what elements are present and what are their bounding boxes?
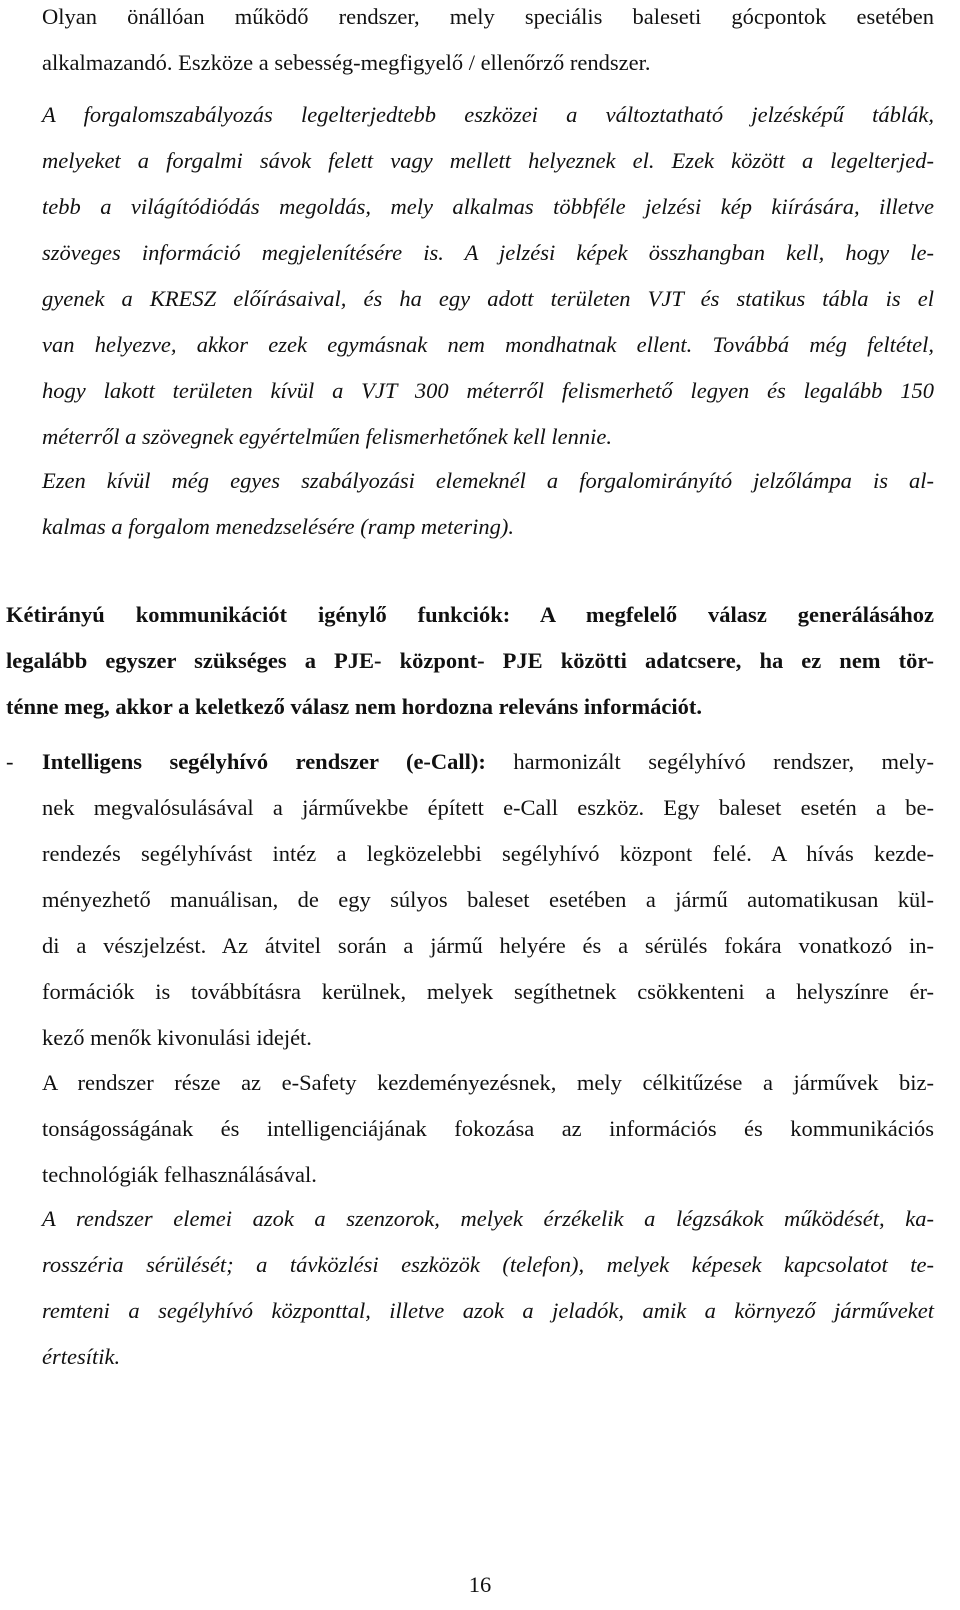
- paragraph-two-way-functions: [6, 592, 934, 730]
- text-line: tebb a világítódiódás megoldás, mely alkalmas többféle jelzési kép kiírására, illetve: [42, 194, 934, 219]
- text-line: tonságosságának és intelligenciájának fokozása az információs és kommunikációs: [42, 1116, 934, 1141]
- text-line: van helyezve, akkor ezek egymásnak nem mondhatnak ellent. Továbbá még feltétel,: [42, 332, 934, 357]
- list-item-ecall: [6, 739, 934, 1061]
- text-line: kalmas a forgalom menedzselésére (ramp metering).: [42, 514, 514, 539]
- ecall-definition-start: harmonizált segélyhívó rendszer, mely-: [485, 749, 934, 774]
- text-line: technológiák felhasználásával.: [42, 1162, 317, 1187]
- text-line: Kétirányú kommunikációt igénylő funkciók: A megfelelő válasz generálásához: [6, 602, 934, 627]
- text-line: méterről a szövegnek egyértelműen felismerhetőnek kell lennie.: [42, 424, 613, 449]
- text-line: di a vészjelzést. Az átvitel során a jármű helyére és a sérülés fokára vonatkozó in-: [42, 933, 934, 958]
- text-line: Ezen kívül még egyes szabályozási elemeknél a forgalomirányító jelzőlámpa is al-: [42, 468, 934, 493]
- text-line: rendezés segélyhívást intéz a legközelebbi segélyhívó központ felé. A hívás kezde-: [42, 841, 934, 866]
- text-line: alkalmazandó. Eszköze a sebesség-megfigyelő / ellenőrző rendszer.: [42, 50, 651, 75]
- text-line: legalább egyszer szükséges a PJE- központ- PJE közötti adatcsere, ha ez nem tör-: [6, 648, 934, 673]
- text-line: rosszéria sérülését; a távközlési eszközök (telefon), melyek képesek kapcsolatot te-: [42, 1252, 934, 1277]
- page-number: 16: [468, 1572, 492, 1597]
- text-line: gyenek a KRESZ előírásaival, és ha egy adott területen VJT és statikus tábla is el: [42, 286, 934, 311]
- text-line: ténne meg, akkor a keletkező válasz nem hordozna releváns információt.: [6, 694, 702, 719]
- paragraph-speed-monitoring: [42, 0, 934, 86]
- paragraph-variable-signs: [42, 92, 934, 460]
- ecall-term: Intelligens segélyhívó rendszer (e-Call):: [42, 749, 486, 774]
- text-line: kező menők kivonulási idejét.: [42, 1025, 312, 1050]
- text-line: formációk is továbbításra kerülnek, melyek segíthetnek csökkenteni a helyszínre ér-: [42, 979, 934, 1004]
- text-line: Olyan önállóan működő rendszer, mely speciális baleseti gócpontok esetében: [42, 4, 934, 29]
- text-line: nek megvalósulásával a járművekbe épített e-Call eszköz. Egy baleset esetén a be-: [42, 795, 934, 820]
- text-line: szöveges információ megjelenítésére is. A jelzési képek összhangban kell, hogy le-: [42, 240, 934, 265]
- text-line: hogy lakott területen kívül a VJT 300 méterről felismerhető legyen és legalább 150: [42, 378, 934, 403]
- paragraph-system-elements: [42, 1196, 934, 1380]
- text-line: ményezhető manuálisan, de egy súlyos baleset esetében a jármű automatikusan kül-: [42, 887, 934, 912]
- text-line: A rendszer része az e-Safety kezdeményezésnek, mely célkitűzése a járművek biz-: [42, 1070, 934, 1095]
- list-bullet-dash: -: [6, 749, 14, 774]
- paragraph-ramp-metering: [42, 458, 934, 550]
- text-line: [42, 739, 934, 785]
- text-line: A forgalomszabályozás legelterjedtebb eszközei a változtatható jelzésképű táblák,: [42, 102, 934, 127]
- text-line: értesítik.: [42, 1344, 121, 1369]
- text-line: A rendszer elemei azok a szenzorok, melyek érzékelik a légzsákok működését, ka-: [42, 1206, 934, 1231]
- text-line: melyeket a forgalmi sávok felett vagy mellett helyeznek el. Ezek között a legelterjed-: [42, 148, 934, 173]
- text-line: remteni a segélyhívó központtal, illetve azok a jeladók, amik a környező járműveket: [42, 1298, 934, 1323]
- paragraph-esafety: [42, 1060, 934, 1198]
